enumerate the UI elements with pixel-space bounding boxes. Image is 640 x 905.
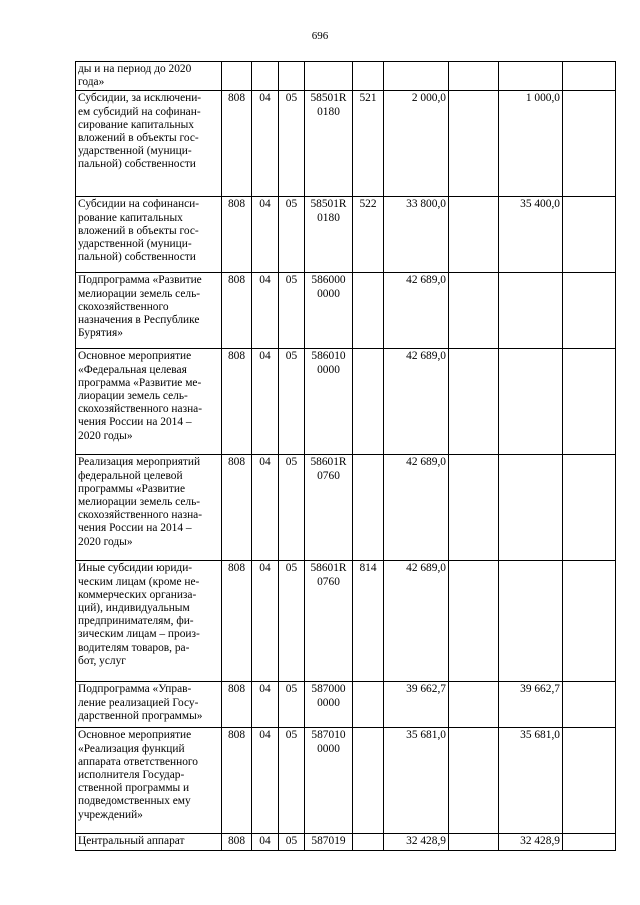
sum2-cell xyxy=(449,62,499,91)
sum2-cell xyxy=(449,561,499,682)
name-cell: Основное мероприятие «Реализация функций аппарата ответственного исполнителя Государ- ственной программы и подведомственных ему учреждений» xyxy=(76,728,222,834)
vr-cell xyxy=(353,62,384,91)
sum4-cell xyxy=(563,91,616,197)
sum3-cell: 1 000,0 xyxy=(499,91,563,197)
sum2-cell xyxy=(449,728,499,834)
csr-cell: 587019 xyxy=(305,834,353,850)
sum4-cell xyxy=(563,561,616,682)
sum2-cell xyxy=(449,273,499,349)
sum4-cell xyxy=(563,349,616,455)
gr-cell: 808 xyxy=(222,834,252,850)
pr-cell: 05 xyxy=(279,91,305,197)
sum3-cell xyxy=(499,455,563,561)
sum4-cell xyxy=(563,728,616,834)
table-row xyxy=(76,349,616,455)
gr-cell: 808 xyxy=(222,273,252,349)
sum4-cell xyxy=(563,455,616,561)
sum1-cell: 42 689,0 xyxy=(384,273,449,349)
table-row xyxy=(76,91,616,197)
vr-cell: 521 xyxy=(353,91,384,197)
vr-cell xyxy=(353,728,384,834)
csr-cell: 586010 0000 xyxy=(305,349,353,455)
pr-cell: 05 xyxy=(279,349,305,455)
sum1-cell: 42 689,0 xyxy=(384,349,449,455)
name-cell: ды и на период до 2020 года» xyxy=(76,62,222,91)
sum1-cell: 39 662,7 xyxy=(384,682,449,728)
sum3-cell xyxy=(499,62,563,91)
rz-cell: 04 xyxy=(252,197,279,273)
sum2-cell xyxy=(449,455,499,561)
vr-cell xyxy=(353,682,384,728)
rz-cell: 04 xyxy=(252,91,279,197)
table-row xyxy=(76,728,616,834)
pr-cell: 05 xyxy=(279,197,305,273)
table-row xyxy=(76,273,616,349)
sum1-cell: 42 689,0 xyxy=(384,561,449,682)
sum4-cell xyxy=(563,682,616,728)
gr-cell: 808 xyxy=(222,91,252,197)
table-row xyxy=(76,197,616,273)
pr-cell: 05 xyxy=(279,728,305,834)
sum3-cell: 35 681,0 xyxy=(499,728,563,834)
rz-cell: 04 xyxy=(252,455,279,561)
name-cell: Субсидии на софинанси- рование капитальных вложений в объекты гос- ударственной (муници- пальной) собственности xyxy=(76,197,222,273)
table-row xyxy=(76,682,616,728)
table-body xyxy=(76,62,616,851)
name-cell: Подпрограмма «Развитие мелиорации земель сель- скохозяйственного назначения в Республике Бурятия» xyxy=(76,273,222,349)
gr-cell: 808 xyxy=(222,455,252,561)
rz-cell: 04 xyxy=(252,728,279,834)
budget-table xyxy=(75,61,616,851)
sum3-cell: 39 662,7 xyxy=(499,682,563,728)
name-cell: Иные субсидии юриди- ческим лицам (кроме не- коммерческих организа- ций), индивидуальным предпринимателям, фи- зическим лицам – произ- водителям товаров, ра- бот, услуг xyxy=(76,561,222,682)
sum2-cell xyxy=(449,349,499,455)
vr-cell xyxy=(353,349,384,455)
rz-cell: 04 xyxy=(252,561,279,682)
gr-cell: 808 xyxy=(222,682,252,728)
gr-cell: 808 xyxy=(222,728,252,834)
gr-cell xyxy=(222,62,252,91)
csr-cell: 58501R 0180 xyxy=(305,197,353,273)
gr-cell: 808 xyxy=(222,197,252,273)
sum1-cell: 32 428,9 xyxy=(384,834,449,850)
csr-cell: 586000 0000 xyxy=(305,273,353,349)
vr-cell xyxy=(353,273,384,349)
pr-cell: 05 xyxy=(279,561,305,682)
name-cell: Подпрограмма «Управ- ление реализацией Госу- дарственной программы» xyxy=(76,682,222,728)
csr-cell xyxy=(305,62,353,91)
sum2-cell xyxy=(449,834,499,850)
sum3-cell: 35 400,0 xyxy=(499,197,563,273)
sum1-cell xyxy=(384,62,449,91)
sum1-cell: 33 800,0 xyxy=(384,197,449,273)
sum3-cell xyxy=(499,561,563,682)
name-cell: Реализация мероприятий федеральной целевой программы «Развитие мелиорации земель сель- скохозяйственного назна- чения России на 2014 – 2020 годы» xyxy=(76,455,222,561)
gr-cell: 808 xyxy=(222,561,252,682)
csr-cell: 587010 0000 xyxy=(305,728,353,834)
csr-cell: 58601R 0760 xyxy=(305,561,353,682)
vr-cell: 522 xyxy=(353,197,384,273)
table-row xyxy=(76,62,616,91)
pr-cell: 05 xyxy=(279,834,305,850)
sum4-cell xyxy=(563,62,616,91)
pr-cell: 05 xyxy=(279,455,305,561)
csr-cell: 58501R 0180 xyxy=(305,91,353,197)
table-row xyxy=(76,561,616,682)
vr-cell: 814 xyxy=(353,561,384,682)
sum4-cell xyxy=(563,197,616,273)
pr-cell: 05 xyxy=(279,682,305,728)
csr-cell: 587000 0000 xyxy=(305,682,353,728)
rz-cell xyxy=(252,62,279,91)
rz-cell: 04 xyxy=(252,682,279,728)
sum2-cell xyxy=(449,197,499,273)
table-row xyxy=(76,455,616,561)
sum1-cell: 42 689,0 xyxy=(384,455,449,561)
sum4-cell xyxy=(563,273,616,349)
rz-cell: 04 xyxy=(252,349,279,455)
sum3-cell xyxy=(499,273,563,349)
vr-cell xyxy=(353,455,384,561)
name-cell: Основное мероприятие «Федеральная целевая программа «Развитие ме- лиорации земель сель- скохозяйственного назна- чения России на 2014 – 2020 годы» xyxy=(76,349,222,455)
rz-cell: 04 xyxy=(252,273,279,349)
sum2-cell xyxy=(449,682,499,728)
sum4-cell xyxy=(563,834,616,850)
pr-cell: 05 xyxy=(279,273,305,349)
gr-cell: 808 xyxy=(222,349,252,455)
table-row xyxy=(76,834,616,850)
sum1-cell: 2 000,0 xyxy=(384,91,449,197)
pr-cell xyxy=(279,62,305,91)
vr-cell xyxy=(353,834,384,850)
csr-cell: 58601R 0760 xyxy=(305,455,353,561)
name-cell: Субсидии, за исключени- ем субсидий на софинан- сирование капитальных вложений в объекты гос- ударственной (муници- пальной) собственности xyxy=(76,91,222,197)
sum2-cell xyxy=(449,91,499,197)
sum1-cell: 35 681,0 xyxy=(384,728,449,834)
rz-cell: 04 xyxy=(252,834,279,850)
sum3-cell: 32 428,9 xyxy=(499,834,563,850)
sum3-cell xyxy=(499,349,563,455)
name-cell: Центральный аппарат xyxy=(76,834,222,850)
page-number: 696 xyxy=(311,30,329,42)
